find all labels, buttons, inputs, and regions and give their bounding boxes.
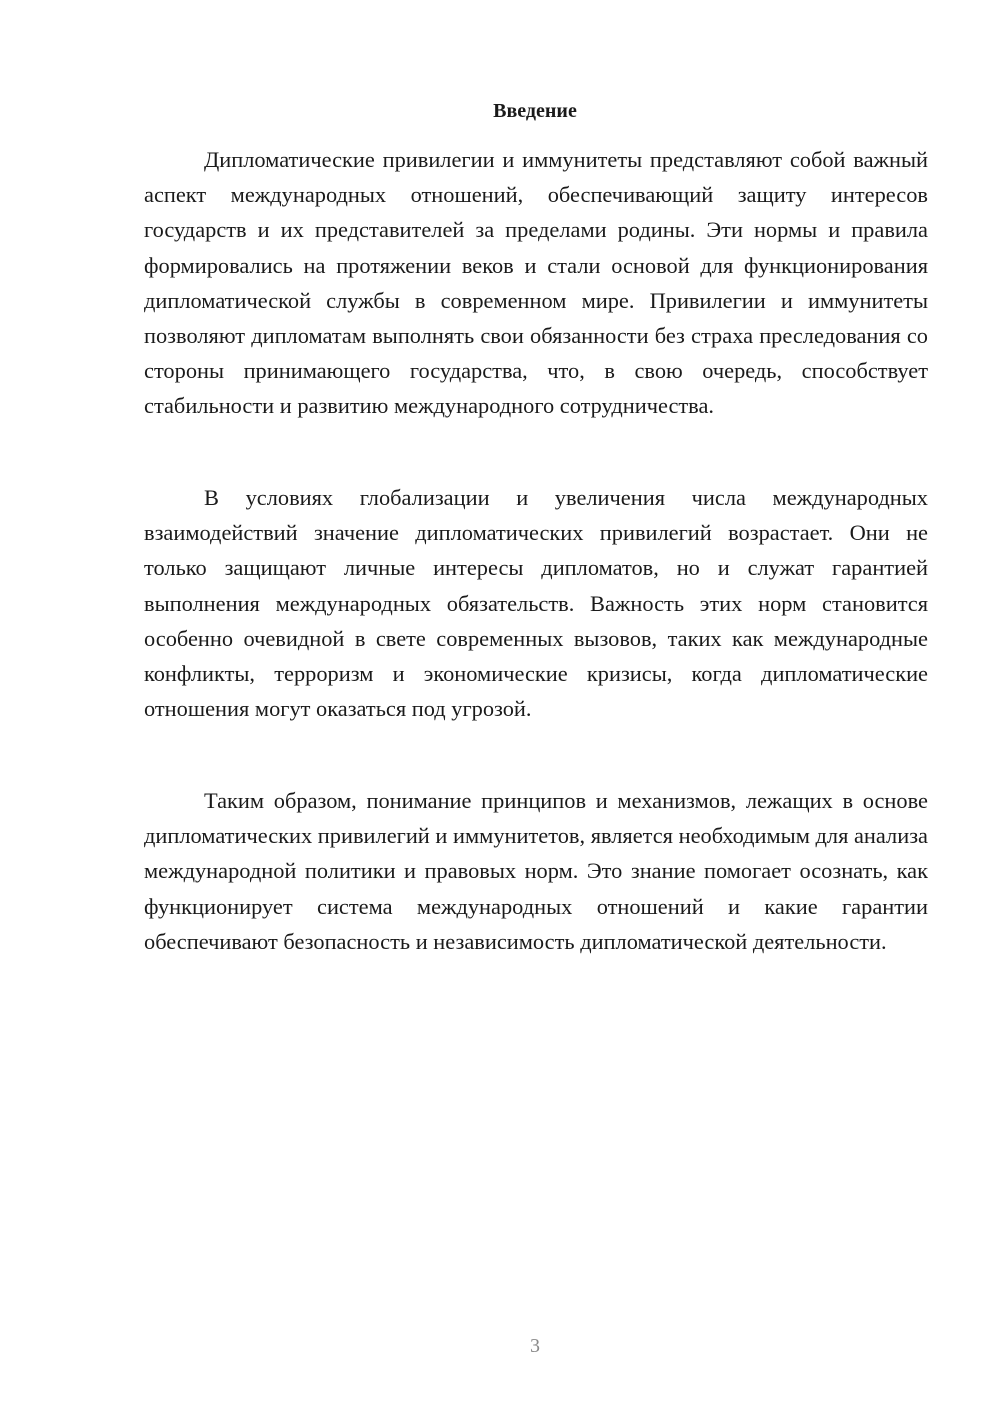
paragraph-1: Дипломатические привилегии и иммунитеты представляют собой важный аспект международных отношений, обеспечивающий защиту интересов государств и их представителей за пределами родины. Эти нормы и правила формировались на протяжении веков и стали основой для функционирования дипломатической службы в современном мире. Привилегии и иммунитеты позволяют дипломатам выполнять свои обязанности без страха преследования со стороны принимающего государства, что, в свою очередь, способствует стабильности и развитию международного сотрудничества. (144, 147, 928, 419)
paragraph-2: В условиях глобализации и увеличения числа международных взаимодействий значение дипломатических привилегий возрастает. Они не только защищают личные интересы дипломатов, но и служат гарантией выполнения международных обязательств. Важность этих норм становится особенно очевидной в свете современных вызовов, таких как международные конфликты, терроризм и экономические кризисы, когда дипломатические отношения могут оказаться под угрозой. (144, 485, 928, 722)
paragraph-3: Таким образом, понимание принципов и механизмов, лежащих в основе дипломатических привилегий и иммунитетов, является необходимым для анализа международной политики и правовых норм. Это знание помогает осознать, как функционирует система международных отношений и какие гарантии обеспечивают безопасность и независимость дипломатической деятельности. (144, 788, 928, 954)
page-number: 3 (530, 1335, 540, 1357)
section-heading: Введение (493, 100, 577, 122)
